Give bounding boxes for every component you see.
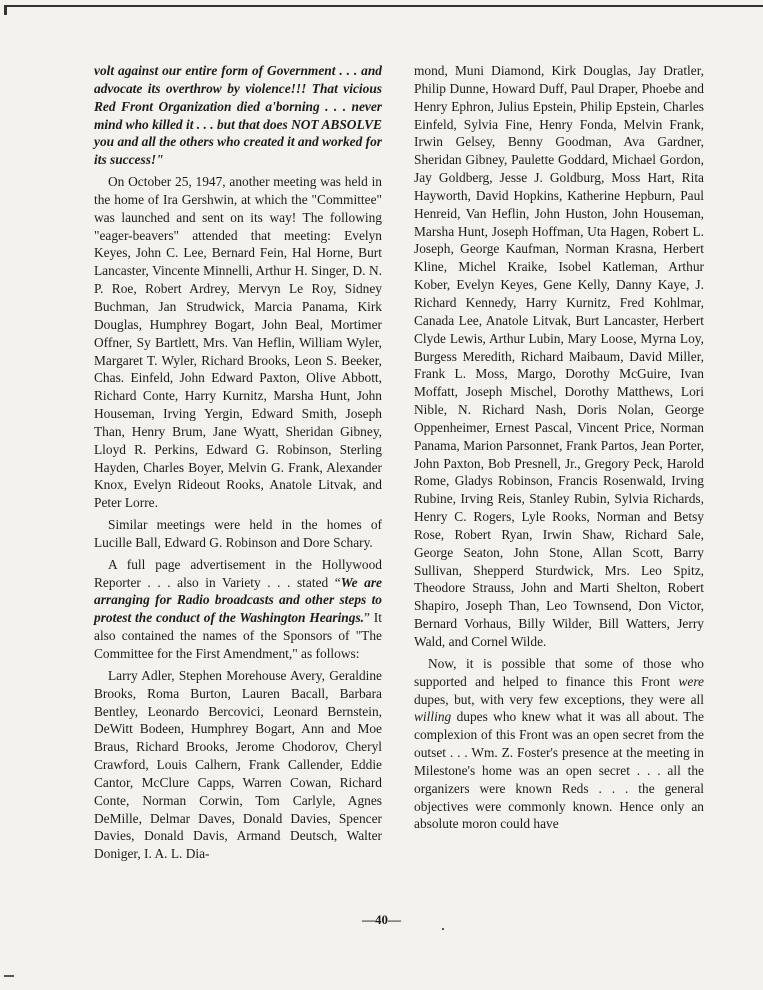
dupes-text-b: dupes, but, with very few exceptions, they were all xyxy=(414,691,704,707)
left-column xyxy=(94,62,382,863)
ad-quote: We are arranging for Radio broadcasts and other steps to protest the conduct of the Washington Hearings. xyxy=(94,574,382,626)
paragraph-continuation xyxy=(94,62,382,169)
scan-speck xyxy=(4,975,14,977)
paragraph-sponsors-list: Larry Adler, Stephen Morehouse Avery, Geraldine Brooks, Roma Burton, Lauren Bacall, Barbara Bentley, Leonardo Bercovici, Leonard Bernstein, DeWitt Bodeen, Humphrey Bogart, Ann and Moe Braus, Richard Brooks, Jerome Chodorov, Cheryl Crawford, Louis Calhern, Frank Callender, Eddie Cantor, McClure Capps, Warren Cowan, Richard Conte, Norman Corwin, Tom Carlyle, Agnes DeMille, Delmar Daves, Donald Davies, Spencer Davies, Donald Davis, Armand Deutsch, Walter Doniger, I. A. L. Dia- xyxy=(94,667,382,862)
dupes-text-a: Now, it is possible that some of those who supported and helped to finance this Front xyxy=(414,655,704,689)
emphasis-text: volt against our entire form of Government . . . and advocate its overthrow by violence!!! That vicious Red Front Organization died a'borning . . . never mind who killed it . . . but that does NOT ABSOLVE you and all the others who created it and worked for its success!" xyxy=(94,63,382,168)
right-column xyxy=(414,62,704,833)
paragraph-gershwin-meeting: On October 25, 1947, another meeting was held in the home of Ira Gershwin, at which the "Committee" was launched and sent on its way! The following "eager-beavers" attended that meeting: Evelyn Keyes, John C. Lee, Bernard Fein, Hal Horne, Burt Lancaster, Vincente Minnelli, Arthur H. Singer, D. N. P. Roe, Robert Ardrey, Mervyn Le Roy, Sidney Buchman, Jan Strudwick, Marcia Panama, Kirk Douglas, Humphrey Bogart, John Beal, Mortimer Offner, Sy Bartlett, Mrs. Van Heflin, William Wyler, Margaret T. Wyler, Richard Brooks, Leon S. Beeker, Chas. Einfeld, John Edward Paxton, Olive Abbott, Richard Conte, Harry Kurnitz, Marsha Hunt, John Houseman, Irving Yergin, Edward Smith, Joseph Than, Henry Brum, Jane Wyatt, Sheridan Gibney, Lloyd R. Perkins, Edward G. Robinson, Sterling Hayden, Charles Boyer, Melvin G. Frank, Alexander Knox, Evelyn Rideout Rooks, Anatole Litvak, and Peter Lorre. xyxy=(94,174,382,511)
scan-speck xyxy=(442,928,444,930)
paragraph-similar-meetings: Similar meetings were held in the homes of Lucille Ball, Edward G. Robinson and Dore Schary. xyxy=(94,517,382,550)
ad-text-start: A full page advertisement in the Hollywood Reporter . . . also in Variety . . . stated “ xyxy=(94,556,382,590)
emphasis-were: were xyxy=(678,673,704,689)
dupes-text-c: dupes who knew what it was all about. The complexion of this Front was an open secret from the outset . . . Wm. Z. Foster's presence at the meeting in Milestone's home was an open secret . . . all the organizers were known Reds . . . the general objectives were commonly known. Hence only an absolute moron could have xyxy=(414,709,704,832)
top-rule xyxy=(4,5,763,7)
ad-text-end: ” It also contained the names of the Sponsors of "The Committee for the First Amendment," as follows: xyxy=(94,610,382,661)
corner-mark xyxy=(4,5,7,15)
paragraph-dupes xyxy=(414,655,704,833)
page-number: —40— xyxy=(362,912,401,927)
emphasis-willing: willing xyxy=(414,709,452,725)
paragraph-sponsors-continued: mond, Muni Diamond, Kirk Douglas, Jay Dratler, Philip Dunne, Howard Duff, Paul Draper, Phoebe and Henry Ephron, Julius Epstein, Philip Epstein, Charles Einfeld, Sylvia Fine, Henry Fonda, Melvin Frank, Irwin Gelsey, Benny Goodman, Ava Gardner, Sheridan Gibney, Paulette Goddard, Michael Gordon, Jay Goldberg, Jesse J. Goldburg, Moss Hart, Rita Hayworth, David Hopkins, Katherine Hepburn, Paul Henreid, Van Heflin, John Huston, John Houseman, Marsha Hunt, Joseph Hoffman, Uta Hagen, Robert L. Joseph, George Kaufman, Norman Krasna, Herbert Kline, Michel Kraike, Isobel Katleman, Arthur Kober, Evelyn Keyes, Gene Kelly, Danny Kaye, J. Richard Kennedy, Harry Kurnitz, Fred Kohlmar, Canada Lee, Anatole Litvak, Burt Lancaster, Herbert Clyde Lewis, Arthur Lubin, Mary Loose, Myrna Loy, Burgess Meredith, Richard Maibaum, David Miller, Frank L. Moss, Margo, Dorothy McGuire, Ivan Moffatt, Joseph Mischel, Dorothy Matthews, Lori Nible, N. Richard Nash, Doris Nolan, George Oppenheimer, Ernest Pascal, Vincent Price, Norman Panama, Marion Parsonnet, Frank Partos, Jean Porter, John Paxton, Bob Presnell, Jr., Gregory Peck, Harold Rome, Gladys Robinson, Francis Rosenwald, Irving Rubine, Irving Reis, Stanley Rubin, Sylvia Richards, Henry C. Rogers, Lyle Rooks, Norman and Betsy Rose, Robert Ryan, Irwin Shaw, Richard Sale, George Seaton, John Stone, Allan Scott, Barry Sullivan, Shepperd Sturdwick, Mrs. Leo Spitz, Theodore Strauss, John and Marti Shelton, Robert Shapiro, Joseph Than, Leo Townsend, Don Victor, Bernard Vorhaus, Billy Wilder, Bill Watters, Jerry Wald, and Cornel Wilde. xyxy=(414,63,704,649)
paragraph-advertisement xyxy=(94,556,382,663)
